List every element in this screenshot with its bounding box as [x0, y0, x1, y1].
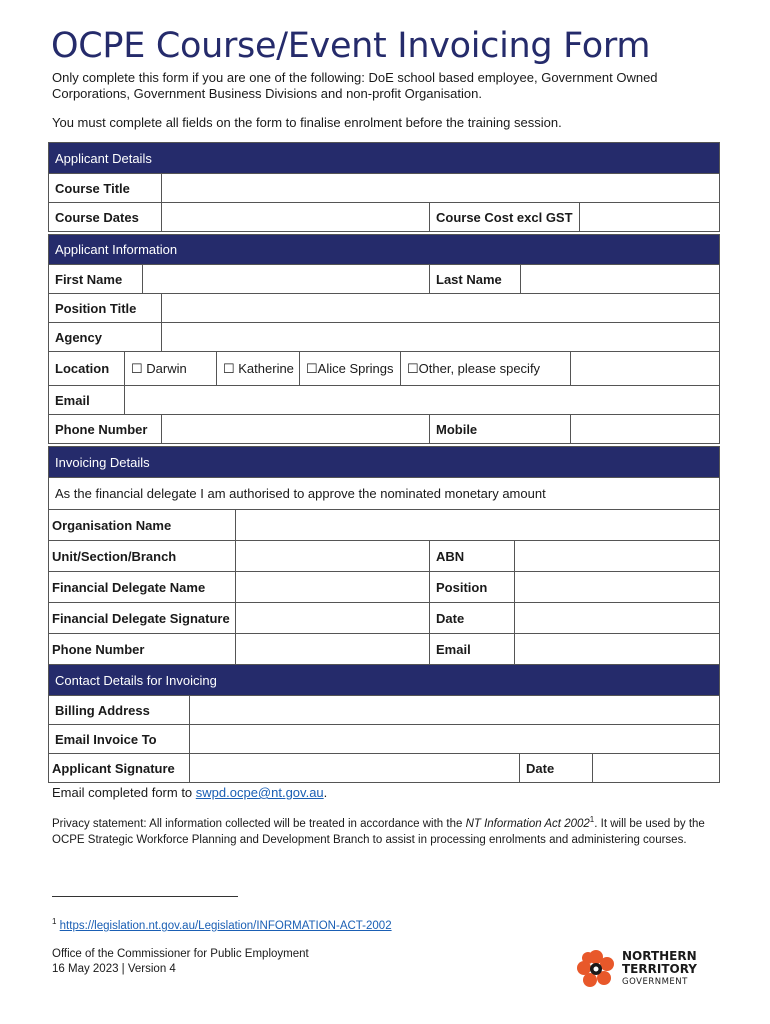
section-header-applicant-information: Applicant Information	[49, 235, 720, 265]
position-label: Position	[430, 572, 515, 603]
organisation-name-label: Organisation Name	[49, 510, 236, 541]
invoicing-email-label: Email	[430, 634, 515, 665]
mobile-field[interactable]	[571, 415, 720, 444]
section-header-contact-details: Contact Details for Invoicing	[49, 665, 720, 696]
date-field[interactable]	[515, 603, 720, 634]
footer-version: 16 May 2023 | Version 4	[52, 963, 176, 975]
email-field[interactable]	[125, 386, 720, 415]
intro-text: Only complete this form if you are one of the following: DoE school based employee, Government Owned Corporations, Government Business Divisions and non-profit Organisation.	[52, 70, 658, 101]
applicant-details-table	[48, 142, 720, 232]
privacy-statement	[52, 812, 717, 848]
email-instruction	[52, 785, 327, 800]
email-invoice-to-label: Email Invoice To	[49, 725, 190, 754]
course-title-field[interactable]	[162, 174, 720, 203]
financial-delegate-name-label: Financial Delegate Name	[49, 572, 236, 603]
invoicing-phone-field[interactable]	[236, 634, 430, 665]
section-header-invoicing-details: Invoicing Details	[49, 447, 720, 478]
first-name-field[interactable]	[143, 265, 430, 294]
email-label: Email	[49, 386, 125, 415]
financial-delegate-signature-field[interactable]	[236, 603, 430, 634]
last-name-field[interactable]	[521, 265, 720, 294]
location-checkbox-other[interactable]: ☐Other, please specify	[401, 352, 571, 386]
invoicing-phone-label: Phone Number	[49, 634, 236, 665]
instruction-text: You must complete all fields on the form to finalise enrolment before the training session.	[52, 115, 562, 130]
agency-field[interactable]	[162, 323, 720, 352]
footer-office: Office of the Commissioner for Public Employment	[52, 948, 309, 960]
position-title-label: Position Title	[49, 294, 162, 323]
location-checkbox-katherine[interactable]: ☐ Katherine	[217, 352, 300, 386]
mobile-label: Mobile	[430, 415, 571, 444]
phone-number-field[interactable]	[162, 415, 430, 444]
footnote	[52, 917, 392, 932]
footnote-number: 1	[52, 917, 57, 926]
agency-label: Agency	[49, 323, 162, 352]
delegate-statement: As the financial delegate I am authorised to approve the nominated monetary amount	[49, 478, 720, 510]
invoicing-email-field[interactable]	[515, 634, 720, 665]
location-label: Location	[49, 352, 125, 386]
billing-address-field[interactable]	[190, 696, 720, 725]
abn-label: ABN	[430, 541, 515, 572]
position-field[interactable]	[515, 572, 720, 603]
course-dates-label: Course Dates	[49, 203, 162, 232]
unit-section-branch-field[interactable]	[236, 541, 430, 572]
email-instruction-prefix: Email completed form to	[52, 785, 196, 800]
course-cost-field[interactable]	[580, 203, 720, 232]
organisation-name-field[interactable]	[236, 510, 720, 541]
course-dates-field[interactable]	[162, 203, 430, 232]
logo-line-3: GOVERNMENT	[622, 977, 688, 987]
footnote-marker: 1	[589, 815, 595, 824]
financial-delegate-name-field[interactable]	[236, 572, 430, 603]
invoicing-details-table	[48, 446, 720, 665]
applicant-signature-field[interactable]	[190, 754, 520, 783]
applicant-signature-label: Applicant Signature	[49, 754, 190, 783]
email-invoice-to-field[interactable]	[190, 725, 720, 754]
phone-number-label: Phone Number	[49, 415, 162, 444]
position-title-field[interactable]	[162, 294, 720, 323]
logo-line-1: NORTHERN	[622, 949, 697, 963]
abn-field[interactable]	[515, 541, 720, 572]
applicant-date-field[interactable]	[593, 754, 720, 783]
course-cost-label: Course Cost excl GST	[430, 203, 580, 232]
location-checkbox-darwin[interactable]: ☐ Darwin	[125, 352, 217, 386]
contact-details-table	[48, 664, 720, 783]
footer	[52, 947, 309, 977]
privacy-text: Privacy statement: All information collected will be treated in accordance with the	[52, 817, 466, 830]
last-name-label: Last Name	[430, 265, 521, 294]
billing-address-label: Billing Address	[49, 696, 190, 725]
course-title-label: Course Title	[49, 174, 162, 203]
section-header-applicant-details: Applicant Details	[49, 143, 720, 174]
privacy-text-cont: . It will be used by the OCPE Strategic Workforce Planning and Development Branch to assist in processing enrolments and administering courses.	[52, 817, 705, 846]
location-other-field[interactable]	[571, 352, 720, 386]
logo-wordmark	[622, 950, 697, 989]
logo-line-2: TERRITORY	[622, 962, 697, 976]
applicant-date-label: Date	[520, 754, 593, 783]
footnote-link[interactable]: https://legislation.nt.gov.au/Legislation/INFORMATION-ACT-2002	[59, 919, 392, 932]
location-checkbox-alice-springs[interactable]: ☐Alice Springs	[300, 352, 401, 386]
financial-delegate-signature-label: Financial Delegate Signature	[49, 603, 236, 634]
date-label: Date	[430, 603, 515, 634]
email-instruction-suffix: .	[323, 785, 328, 800]
page-title: OCPE Course/Event Invoicing Form	[51, 26, 651, 66]
first-name-label: First Name	[49, 265, 143, 294]
applicant-information-table	[48, 234, 720, 444]
email-link[interactable]: swpd.ocpe@nt.gov.au	[195, 785, 324, 800]
unit-section-branch-label: Unit/Section/Branch	[49, 541, 236, 572]
privacy-act-name: NT Information Act 2002	[465, 817, 590, 830]
footnote-divider	[52, 896, 238, 897]
